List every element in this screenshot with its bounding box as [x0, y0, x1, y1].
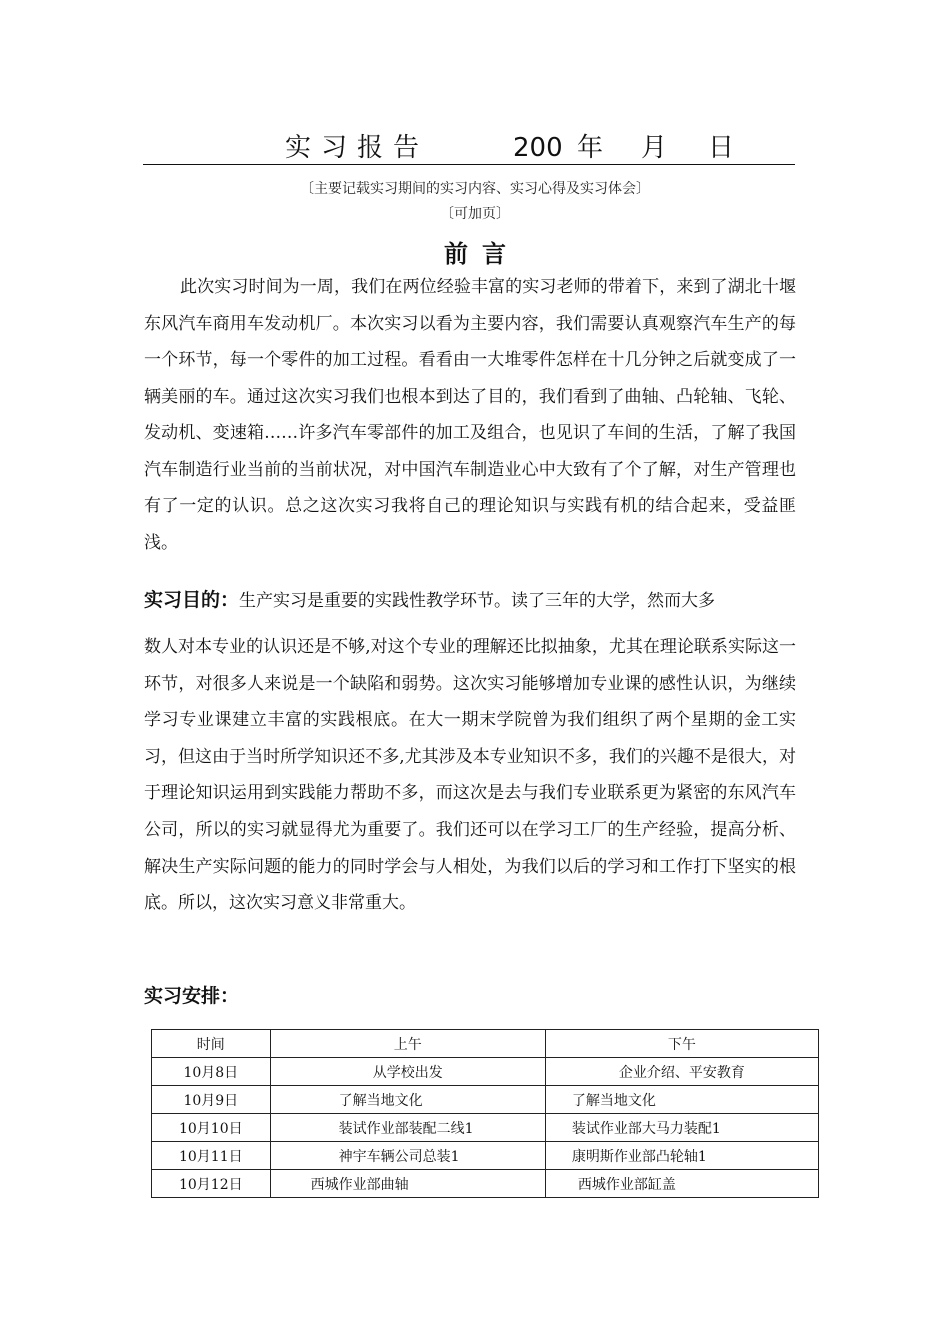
date-cell: 10月9日 — [152, 1086, 271, 1114]
schedule-table — [151, 1029, 819, 1198]
afternoon-cell: 西城作业部缸盖 — [545, 1170, 818, 1198]
table-row — [152, 1170, 819, 1198]
column-header-afternoon: 下午 — [545, 1030, 818, 1058]
purpose-lead-text: 生产实习是重要的实践性教学环节。读了三年的大学，然而大多 — [239, 591, 716, 611]
preface-heading: 前言 — [444, 240, 520, 268]
schedule-heading: 实习安排： — [144, 985, 240, 1007]
table-row — [152, 1086, 819, 1114]
afternoon-cell: 了解当地文化 — [545, 1086, 818, 1114]
purpose-first-line — [144, 582, 796, 619]
morning-cell: 西城作业部曲轴 — [270, 1170, 545, 1198]
table-row — [152, 1058, 819, 1086]
year-unit: 年 — [577, 133, 604, 163]
date-cell: 10月8日 — [152, 1058, 271, 1086]
extra-pages-note: 〔可加页〕 — [440, 206, 510, 222]
report-title-line — [143, 132, 795, 165]
report-title: 实习报告 — [285, 133, 430, 163]
purpose-paragraph: 数人对本专业的认识还是不够,对这个专业的理解还比拟抽象，尤其在理论联系实际这一环节，对很多人来说是一个缺陷和弱势。这次实习能够增加专业课的感性认识，为继续学习专业课建立丰富的实践根底。在大一期末学院曾为我们组织了两个星期的金工实习，但这由于当时所学知识还不多,尤其涉及本专业知识不多，我们的兴趣不是很大，对于理论知识运用到实践能力帮助不多，而这次是去与我们专业联系更为紧密的东风汽车公司，所以的实习就显得尤为重要了。我们还可以在学习工厂的生产经验，提高分析、解决生产实际问题的能力的同时学会与人相处，为我们以后的学习和工作打下坚实的根底。所以，这次实习意义非常重大。 — [144, 637, 796, 914]
morning-cell: 了解当地文化 — [270, 1086, 545, 1114]
year-field: 200 — [513, 133, 563, 163]
afternoon-cell: 装试作业部大马力装配1 — [545, 1114, 818, 1142]
column-header-morning: 上午 — [270, 1030, 545, 1058]
date-cell: 10月12日 — [152, 1170, 271, 1198]
instruction-note: 〔主要记载实习期间的实习内容、实习心得及实习体会〕 — [300, 181, 650, 197]
morning-cell: 神宇车辆公司总装1 — [270, 1142, 545, 1170]
column-header-time: 时间 — [152, 1030, 271, 1058]
afternoon-cell: 康明斯作业部凸轮轴1 — [545, 1142, 818, 1170]
afternoon-cell: 企业介绍、平安教育 — [545, 1058, 818, 1086]
date-cell: 10月10日 — [152, 1114, 271, 1142]
preface-paragraph: 此次实习时间为一周，我们在两位经验丰富的实习老师的带着下，来到了湖北十堰东风汽车商用车发动机厂。本次实习以看为主要内容，我们需要认真观察汽车生产的每一个环节，每一个零件的加工过程。看看由一大堆零件怎样在十几分钟之后就变成了一辆美丽的车。通过这次实习我们也根本到达了目的，我们看到了曲轴、凸轮轴、飞轮、发动机、变速箱……许多汽车零部件的加工及组合，也见识了车间的生活，了解了我国汽车制造行业当前的当前状况，对中国汽车制造业心中大致有了个了解，对生产管理也有了一定的认识。总之这次实习我将自己的理论知识与实践有机的结合起来，受益匪浅。 — [144, 277, 796, 553]
date-cell: 10月11日 — [152, 1142, 271, 1170]
month-unit: 月 — [641, 133, 668, 163]
purpose-label: 实习目的： — [144, 589, 240, 611]
table-header-row — [152, 1030, 819, 1058]
morning-cell: 装试作业部装配二线1 — [270, 1114, 545, 1142]
day-unit: 日 — [708, 133, 735, 163]
table-row — [152, 1142, 819, 1170]
morning-cell: 从学校出发 — [270, 1058, 545, 1086]
table-row — [152, 1114, 819, 1142]
